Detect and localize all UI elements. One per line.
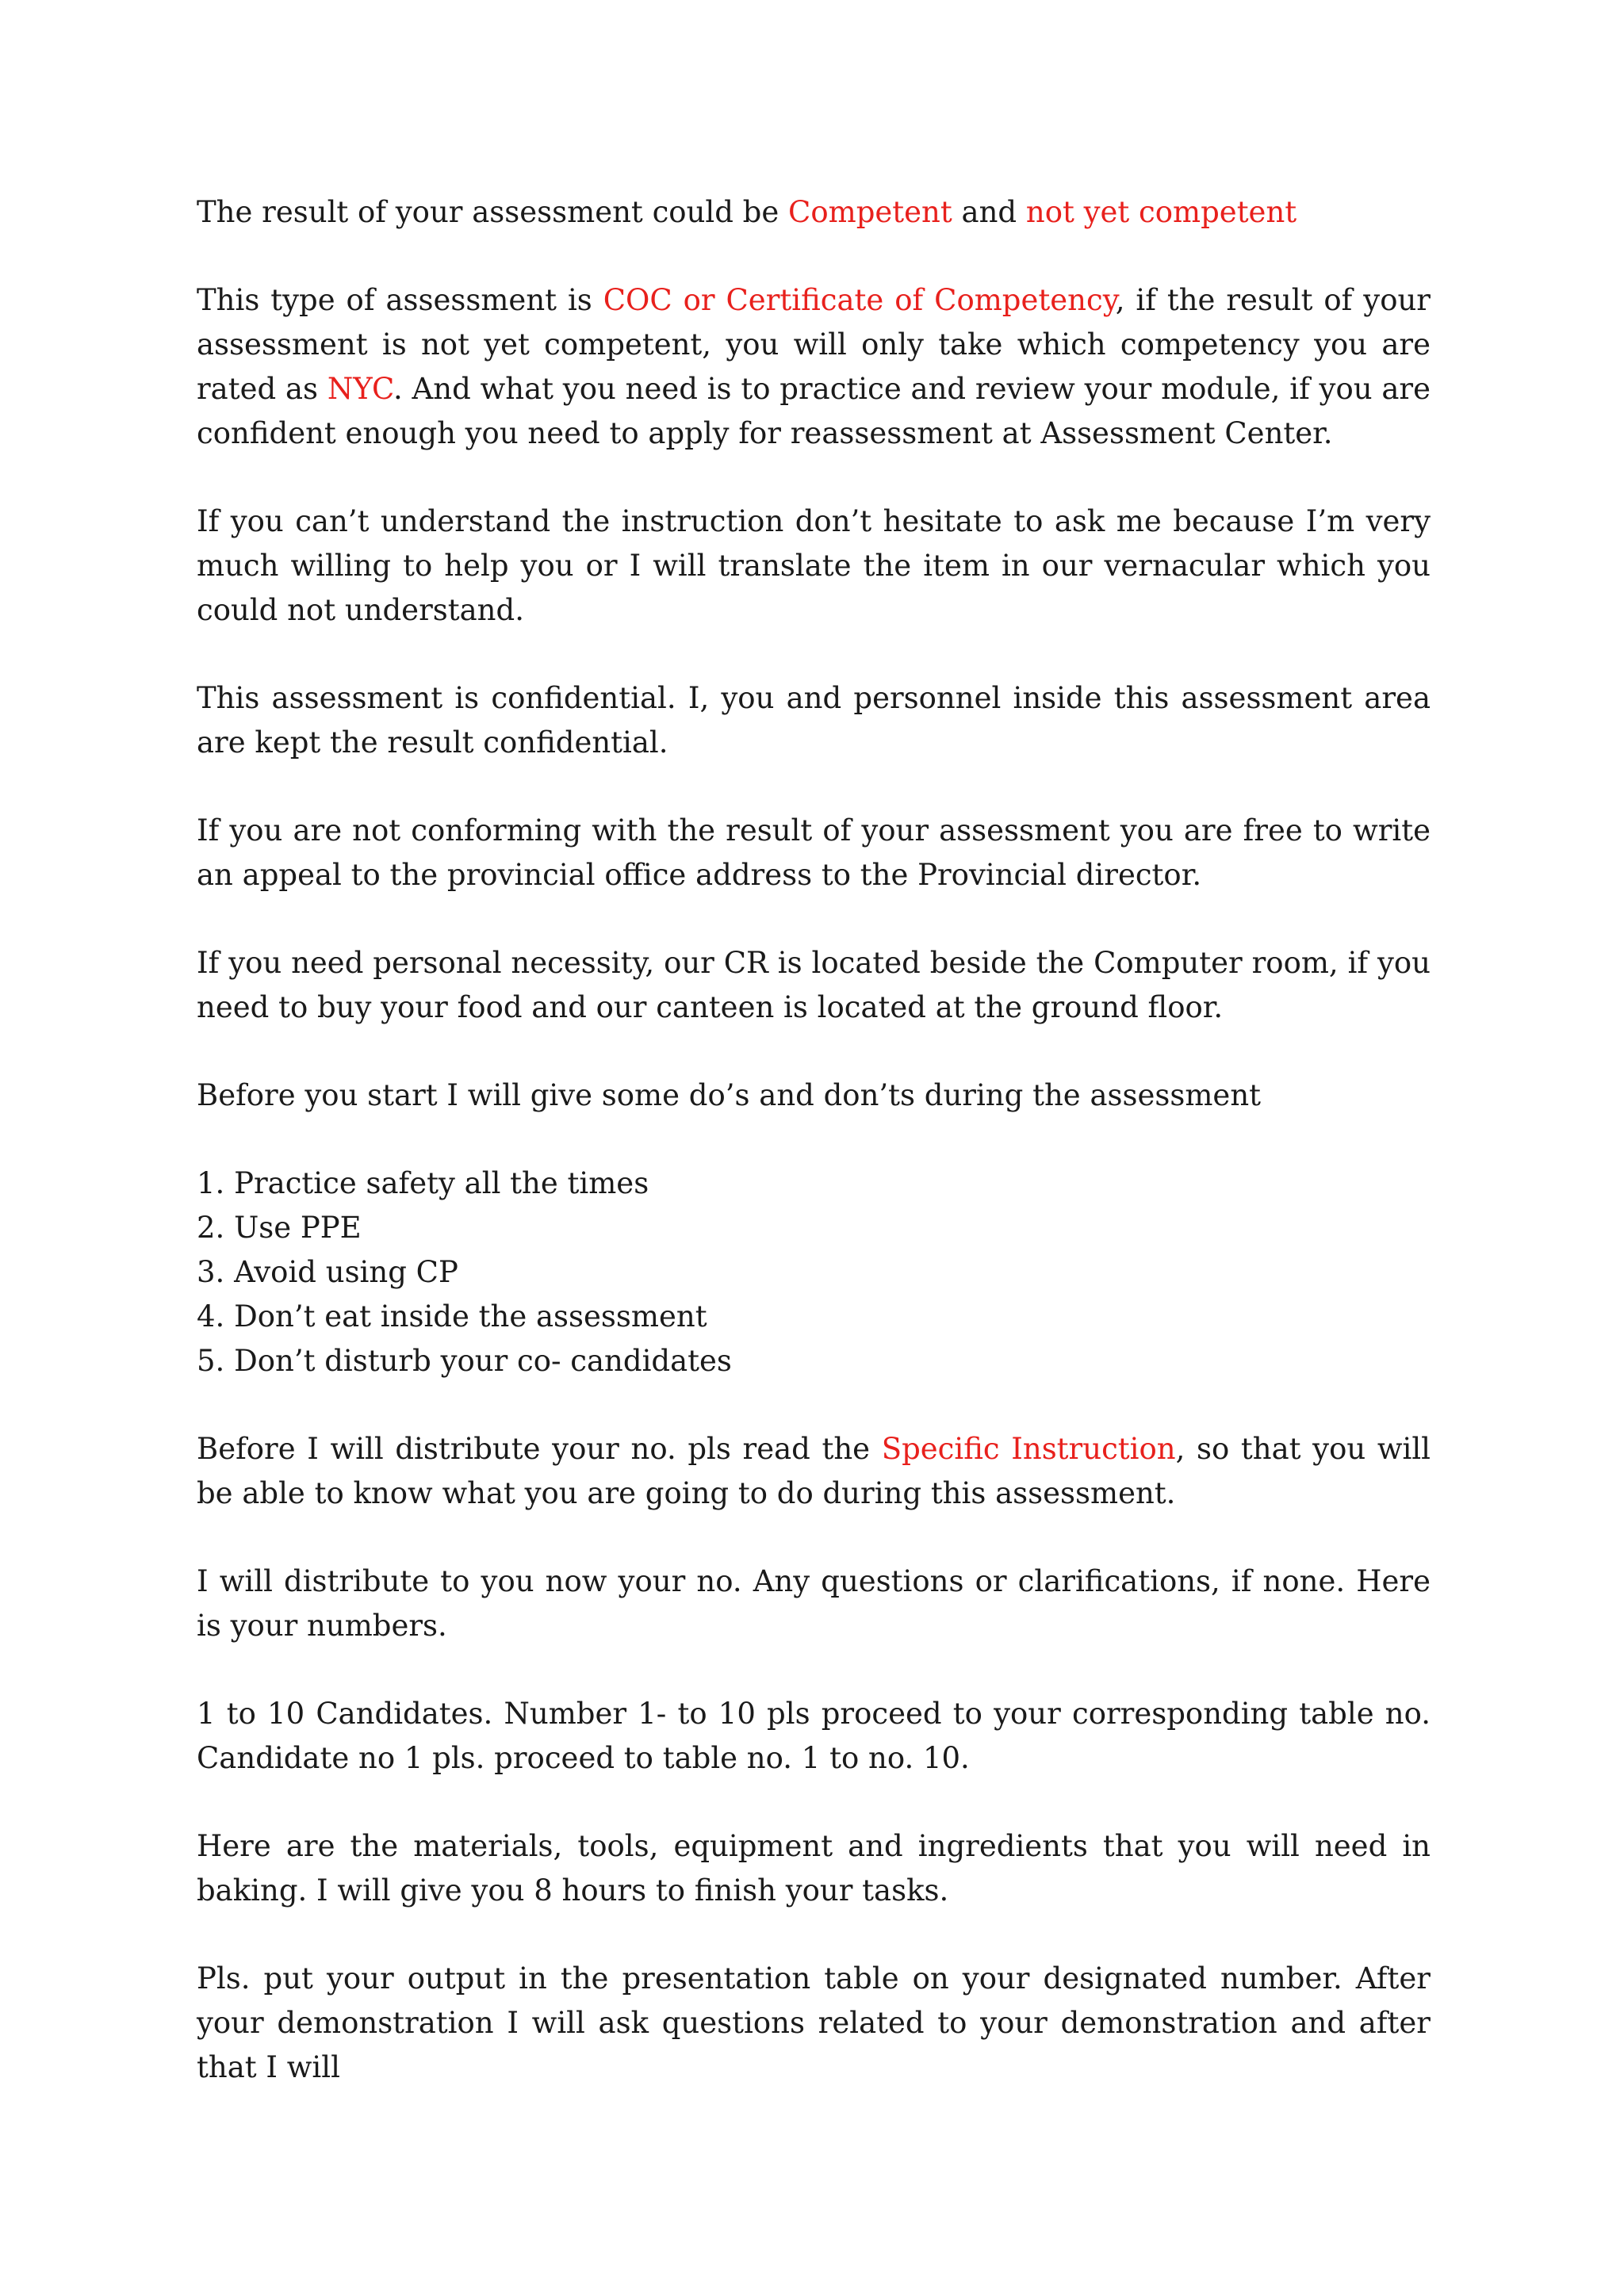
list-item: 3. Avoid using CP	[197, 1255, 458, 1289]
paragraph-specific-instruction	[197, 1427, 1431, 1516]
list-item: 2. Use PPE	[197, 1211, 362, 1245]
paragraph-candidates: 1 to 10 Candidates. Number 1- to 10 pls proceed to your corresponding table no. Candidate no 1 pls. proceed to table no. 1 to no. 10.	[197, 1697, 1431, 1775]
document-body	[197, 190, 1431, 2133]
paragraph-assessment-type	[197, 278, 1431, 456]
dos-donts-list	[197, 1161, 1431, 1383]
text-span: This type of assessment is	[197, 283, 603, 317]
highlight-coc: COC or Certificate of Competency	[603, 283, 1116, 317]
text-span: , if the result of your assessment is not yet competent, you will only take which competency you are rated as	[197, 283, 1431, 406]
text-span: and	[952, 195, 1026, 229]
paragraph-distribute-numbers: I will distribute to you now your no. Any questions or clarifications, if none. Here is your numbers.	[197, 1564, 1431, 1643]
paragraph-facilities: If you need personal necessity, our CR is located beside the Computer room, if you need to buy your food and our canteen is located at the ground floor.	[197, 946, 1431, 1024]
list-item: 5. Don’t disturb your co- candidates	[197, 1344, 732, 1378]
highlight-nyc: NYC	[327, 372, 393, 406]
paragraph-confidential: This assessment is confidential. I, you and personnel inside this assessment area are kept the result confidential.	[197, 681, 1431, 760]
highlight-specific-instruction: Specific Instruction	[881, 1432, 1176, 1466]
highlight-competent: Competent	[788, 195, 952, 229]
text-span: , so that you will be able to know what you are going to do during this assessment.	[197, 1432, 1431, 1510]
paragraph-output: Pls. put your output in the presentation table on your designated number. After your demonstration I will ask questions related to your demonstration and after that I will	[197, 1961, 1431, 2084]
text-span: The result of your assessment could be	[197, 195, 789, 229]
paragraph-materials: Here are the materials, tools, equipment and ingredients that you will need in baking. I will give you 8 hours to finish your tasks.	[197, 1829, 1431, 1908]
paragraph-appeal: If you are not conforming with the result of your assessment you are free to write an appeal to the provincial office address to the Provincial director.	[197, 813, 1431, 892]
text-span: . And what you need is to practice and review your module, if you are confident enough you need to apply for reassessment at Assessment Center.	[197, 372, 1431, 450]
list-item: 1. Practice safety all the times	[197, 1166, 649, 1200]
text-span: Before I will distribute your no. pls read the	[197, 1432, 882, 1466]
highlight-not-yet-competent: not yet competent	[1025, 195, 1297, 229]
paragraph-instructions-help: If you can’t understand the instruction don’t hesitate to ask me because I’m very much willing to help you or I will translate the item in our vernacular which you could not understand.	[197, 504, 1431, 627]
list-item: 4. Don’t eat inside the assessment	[197, 1299, 707, 1334]
paragraph-dos-donts-intro: Before you start I will give some do’s and don’ts during the assessment	[197, 1078, 1262, 1112]
paragraph-result	[197, 190, 1431, 235]
